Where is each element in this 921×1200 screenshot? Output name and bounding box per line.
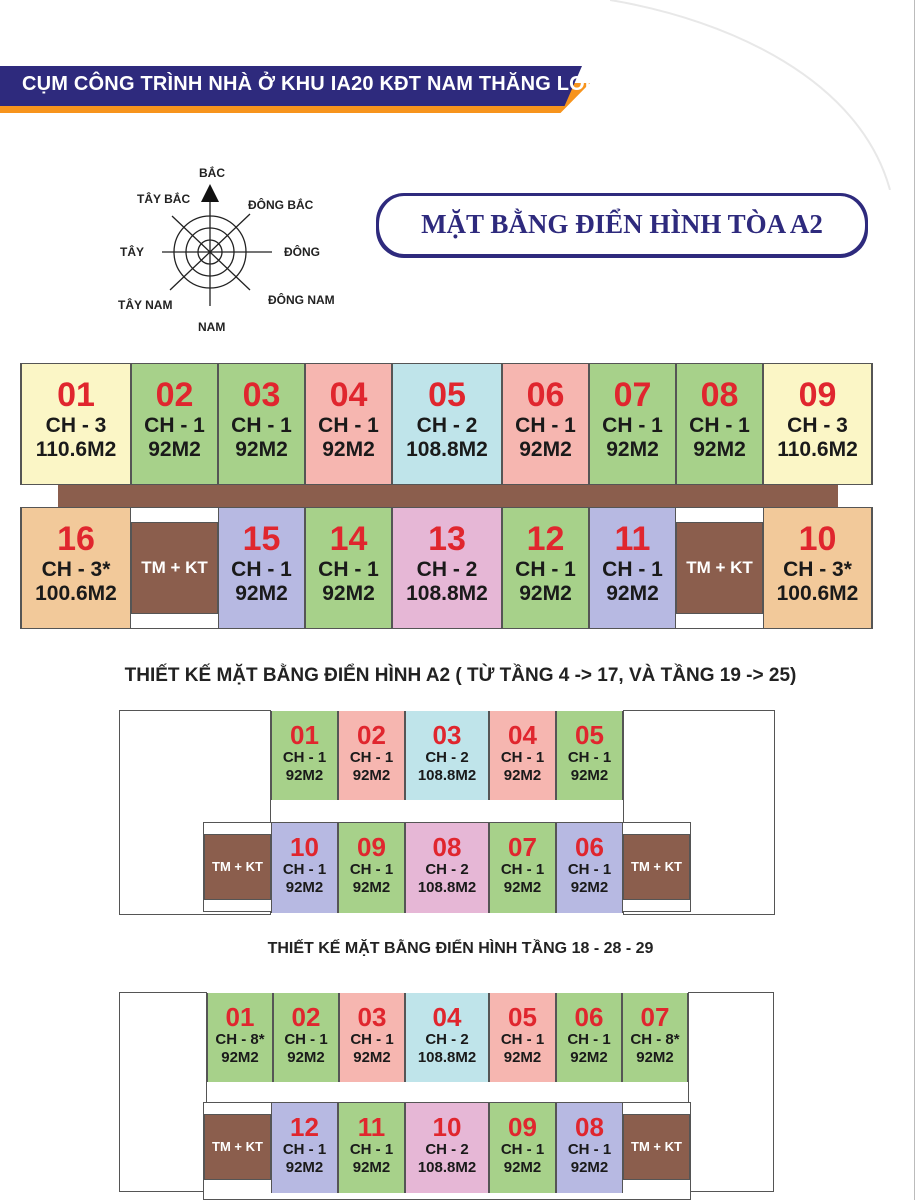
unit-number: 02 — [291, 1002, 321, 1032]
unit-number: 14 — [329, 520, 368, 558]
unit-typical-bottom-10 — [271, 823, 338, 913]
unit-area: 92M2 — [570, 1049, 608, 1066]
unit-special-top-02 — [273, 993, 339, 1082]
unit-number: 11 — [357, 1112, 386, 1142]
section-special-title: THIẾT KẾ MẶT BẰNG ĐIỂN HÌNH TẦNG 18 - 28 - 29 — [267, 940, 654, 957]
unit-main-bottom-13 — [392, 508, 502, 628]
unit-number: 09 — [798, 376, 837, 414]
unit-type: CH - 1 — [318, 414, 379, 437]
compass-rose — [110, 160, 350, 340]
unit-area: 92M2 — [503, 879, 542, 896]
unit-special-top-05 — [489, 993, 556, 1082]
unit-type: CH - 1 — [689, 414, 750, 437]
unit-area: 92M2 — [570, 1159, 609, 1176]
unit-type: CH - 1 — [500, 861, 545, 878]
unit-special-top-04 — [405, 993, 489, 1082]
unit-special-top-03 — [339, 993, 405, 1082]
unit-type: CH - 1 — [318, 558, 379, 581]
unit-type: CH - 1 — [567, 1031, 611, 1048]
unit-area: 92M2 — [570, 767, 609, 784]
unit-area: 92M2 — [519, 582, 572, 605]
unit-area: 92M2 — [285, 879, 324, 896]
unit-typical-top-02 — [338, 711, 405, 800]
unit-number: 07 — [640, 1002, 670, 1032]
compass-northeast-label: ĐÔNG BẮC — [248, 198, 314, 212]
compass-northwest-label: TÂY BẮC — [137, 192, 191, 206]
unit-area: 92M2 — [352, 1159, 391, 1176]
unit-number: 08 — [700, 376, 739, 414]
unit-main-top-02 — [131, 364, 218, 484]
unit-number: 15 — [242, 520, 281, 558]
compass-south-label: NAM — [198, 320, 226, 334]
unit-number: 04 — [329, 376, 368, 414]
unit-area: 92M2 — [606, 438, 659, 461]
unit-number: 04 — [432, 1002, 462, 1032]
unit-area: 92M2 — [285, 767, 324, 784]
unit-number: 03 — [242, 376, 281, 414]
tm-kt-block-left: TM + KT — [131, 522, 218, 614]
unit-main-top-01 — [21, 364, 131, 484]
tm-kt-block-left: TM + KT — [204, 1114, 271, 1180]
unit-area: 92M2 — [353, 1049, 391, 1066]
unit-type: CH - 2 — [425, 861, 469, 878]
unit-area: 92M2 — [570, 879, 609, 896]
unit-type: CH - 1 — [144, 414, 205, 437]
unit-area: 92M2 — [235, 438, 288, 461]
compass-west-label: TÂY — [120, 245, 144, 259]
unit-area: 92M2 — [352, 767, 391, 784]
unit-area: 108.8M2 — [417, 1159, 477, 1176]
unit-number: 03 — [432, 720, 462, 750]
unit-type: CH - 3* — [41, 558, 111, 581]
unit-main-top-04 — [305, 364, 392, 484]
unit-type: CH - 3 — [787, 414, 848, 437]
unit-type: CH - 1 — [349, 1141, 394, 1158]
unit-area: 108.8M2 — [417, 879, 477, 896]
unit-number: 16 — [57, 520, 95, 558]
section-typical-title: THIẾT KẾ MẶT BẰNG ĐIỂN HÌNH A2 ( TỪ TẦNG 4 -> 17, VÀ TẦNG 19 -> 25) — [124, 665, 797, 686]
unit-special-bottom-10 — [405, 1103, 489, 1193]
unit-area: 110.6M2 — [777, 438, 858, 461]
unit-main-top-08 — [676, 364, 763, 484]
unit-main-top-03 — [218, 364, 305, 484]
tm-kt-block-right: TM + KT — [623, 834, 690, 900]
unit-typical-top-05 — [556, 711, 623, 800]
unit-type: CH - 1 — [500, 1141, 545, 1158]
unit-number: 06 — [526, 376, 565, 414]
unit-number: 11 — [614, 520, 651, 558]
compass-southwest-label: TÂY NAM — [118, 298, 173, 312]
unit-number: 13 — [428, 520, 466, 558]
unit-number: 06 — [574, 1002, 604, 1032]
unit-area: 92M2 — [503, 1049, 542, 1066]
unit-area: 92M2 — [503, 767, 542, 784]
unit-number: 12 — [290, 1112, 319, 1142]
unit-type: CH - 2 — [416, 414, 478, 437]
unit-area: 92M2 — [235, 582, 288, 605]
unit-area: 92M2 — [693, 438, 746, 461]
unit-main-top-09 — [763, 364, 872, 484]
unit-main-bottom-12 — [502, 508, 589, 628]
unit-area: 92M2 — [322, 438, 375, 461]
unit-number: 08 — [575, 1112, 604, 1142]
unit-number: 02 — [357, 720, 386, 750]
unit-type: CH - 1 — [231, 558, 292, 581]
unit-area: 92M2 — [322, 582, 375, 605]
unit-type: CH - 3* — [783, 558, 852, 581]
unit-type: CH - 1 — [350, 1031, 394, 1048]
unit-number: 01 — [57, 376, 95, 414]
plan-special-right-wing — [688, 992, 774, 1192]
unit-area: 92M2 — [221, 1049, 259, 1066]
unit-type: CH - 1 — [284, 1031, 328, 1048]
unit-main-top-07 — [589, 364, 676, 484]
unit-type: CH - 1 — [282, 1141, 327, 1158]
unit-special-top-01 — [207, 993, 273, 1082]
unit-number: 08 — [432, 832, 462, 862]
main-title: MẶT BẰNG ĐIỂN HÌNH TÒA A2 — [421, 209, 823, 239]
unit-number: 01 — [225, 1002, 255, 1032]
unit-type: CH - 1 — [567, 861, 612, 878]
unit-number: 01 — [290, 720, 319, 750]
unit-special-bottom-08 — [556, 1103, 623, 1193]
unit-typical-top-01 — [271, 711, 338, 800]
unit-number: 07 — [508, 832, 537, 862]
unit-typical-top-04 — [489, 711, 556, 800]
unit-number: 04 — [508, 720, 537, 750]
decorative-curve — [610, 0, 910, 190]
unit-type: CH - 1 — [500, 1031, 545, 1048]
unit-type: CH - 8* — [215, 1031, 265, 1048]
unit-main-bottom-15 — [218, 508, 305, 628]
unit-number: 05 — [508, 1002, 537, 1032]
unit-area: 108.8M2 — [417, 767, 477, 784]
tm-kt-block-right: TM + KT — [623, 1114, 690, 1180]
unit-area: 92M2 — [287, 1049, 325, 1066]
unit-type: CH - 1 — [349, 749, 394, 766]
unit-type: CH - 1 — [515, 558, 576, 581]
plan-main-corridor — [58, 485, 838, 507]
unit-typical-bottom-07 — [489, 823, 556, 913]
unit-type: CH - 1 — [567, 1141, 612, 1158]
unit-number: 03 — [357, 1002, 387, 1032]
unit-area: 92M2 — [148, 438, 201, 461]
unit-type: CH - 2 — [416, 558, 478, 581]
unit-area: 108.8M2 — [406, 438, 488, 461]
unit-typical-bottom-09 — [338, 823, 405, 913]
unit-type: CH - 1 — [602, 558, 663, 581]
unit-number: 02 — [155, 376, 194, 414]
unit-number: 07 — [613, 376, 652, 414]
unit-area: 108.8M2 — [406, 582, 488, 605]
unit-area: 92M2 — [606, 582, 659, 605]
unit-main-bottom-16 — [21, 508, 131, 628]
unit-typical-bottom-06 — [556, 823, 623, 913]
unit-number: 09 — [508, 1112, 537, 1142]
unit-typical-bottom-08 — [405, 823, 489, 913]
unit-special-bottom-11 — [338, 1103, 405, 1193]
compass-north-label: BẮC — [199, 166, 225, 180]
unit-number: 10 — [432, 1112, 462, 1142]
unit-type: CH - 2 — [425, 749, 469, 766]
header-title: CỤM CÔNG TRÌNH NHÀ Ở KHU IA20 KĐT NAM THĂNG LONG — [22, 73, 616, 95]
unit-area: 92M2 — [636, 1049, 674, 1066]
unit-type: CH - 2 — [425, 1141, 469, 1158]
plan-special-left-wing — [119, 992, 207, 1192]
unit-number: 05 — [428, 376, 466, 414]
unit-type: CH - 8* — [630, 1031, 680, 1048]
unit-special-bottom-12 — [271, 1103, 338, 1193]
unit-number: 05 — [575, 720, 604, 750]
unit-main-bottom-10 — [763, 508, 872, 628]
unit-area: 92M2 — [352, 879, 391, 896]
unit-main-top-05 — [392, 364, 502, 484]
unit-special-bottom-09 — [489, 1103, 556, 1193]
unit-number: 10 — [290, 832, 319, 862]
unit-number: 12 — [526, 520, 565, 558]
unit-main-bottom-14 — [305, 508, 392, 628]
unit-number: 06 — [575, 832, 604, 862]
unit-area: 100.6M2 — [35, 582, 117, 605]
compass-east-label: ĐÔNG — [284, 245, 320, 259]
unit-area: 100.6M2 — [776, 582, 859, 605]
unit-area: 108.8M2 — [417, 1049, 477, 1066]
unit-type: CH - 1 — [282, 749, 327, 766]
compass-southeast-label: ĐÔNG NAM — [268, 293, 335, 307]
main-title-box — [376, 196, 868, 254]
tm-kt-block-right: TM + KT — [676, 522, 763, 614]
unit-number: 09 — [357, 832, 386, 862]
unit-type: CH - 2 — [425, 1031, 469, 1048]
unit-type: CH - 1 — [515, 414, 576, 437]
unit-main-top-06 — [502, 364, 589, 484]
unit-area: 92M2 — [503, 1159, 542, 1176]
unit-type: CH - 3 — [45, 414, 107, 437]
tm-kt-block-left: TM + KT — [204, 834, 271, 900]
unit-area: 92M2 — [519, 438, 572, 461]
unit-type: CH - 1 — [349, 861, 394, 878]
unit-area: 92M2 — [285, 1159, 324, 1176]
unit-type: CH - 1 — [282, 861, 327, 878]
unit-type: CH - 1 — [567, 749, 612, 766]
unit-main-bottom-11 — [589, 508, 676, 628]
unit-typical-top-03 — [405, 711, 489, 800]
unit-special-top-07 — [622, 993, 688, 1082]
unit-type: CH - 1 — [231, 414, 292, 437]
unit-special-top-06 — [556, 993, 622, 1082]
unit-area: 110.6M2 — [35, 438, 117, 461]
unit-type: CH - 1 — [500, 749, 545, 766]
unit-number: 10 — [798, 520, 837, 558]
unit-type: CH - 1 — [602, 414, 663, 437]
